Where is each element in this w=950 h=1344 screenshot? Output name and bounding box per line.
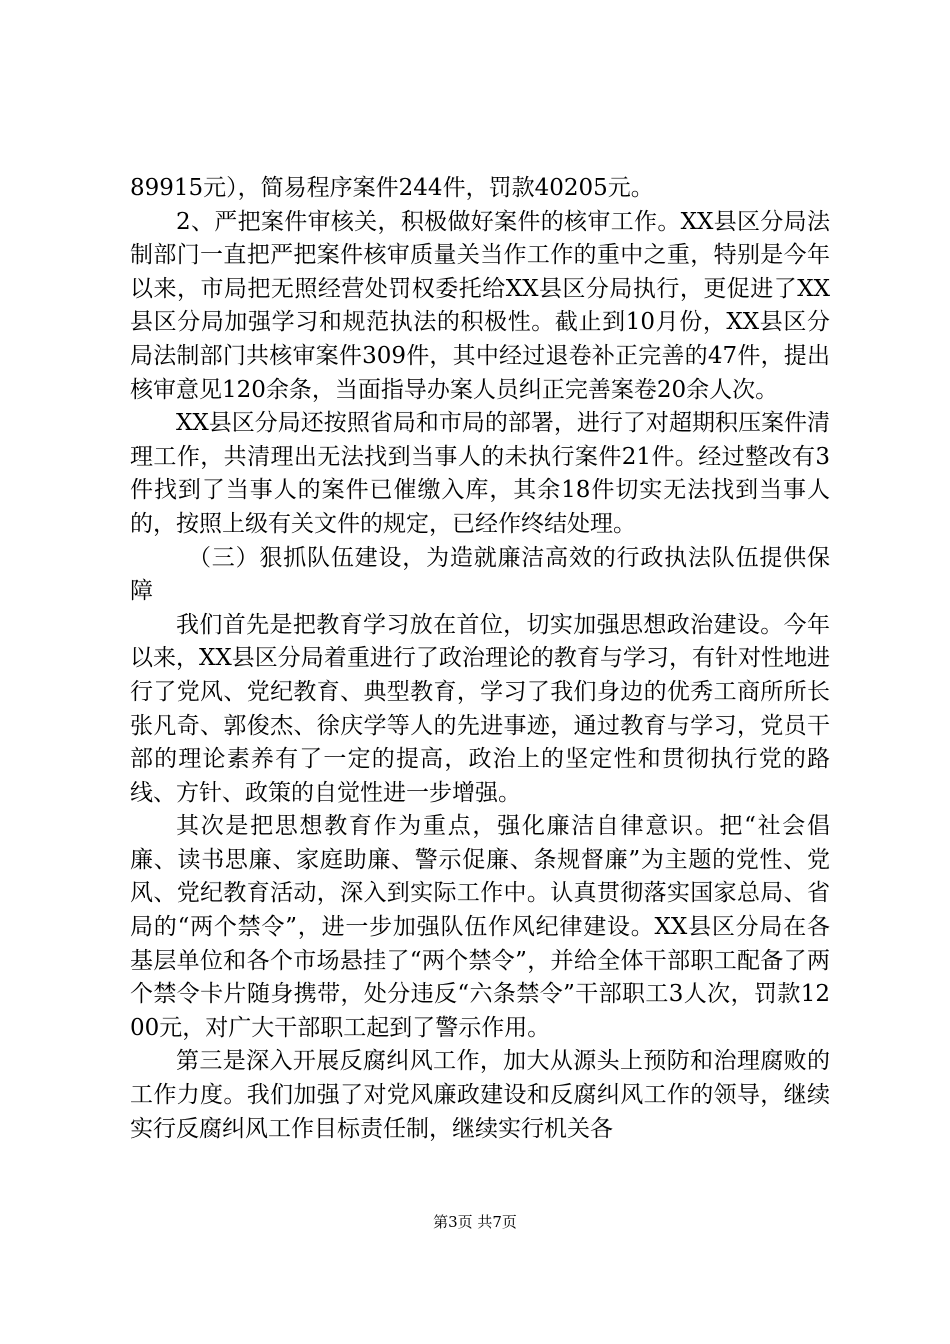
paragraph-education: 我们首先是把教育学习放在首位，切实加强思想政治建设。今年以来，XX县区分局着重进行了政治理论的教育与学习，有针对性地进行了党风、党纪教育、典型教育，学习了我们身边的优秀工商所所长张凡奇、郭俊杰、徐庆学等人的先进事迹，通过教育与学习，党员干部的理论素养有了一定的提高，政治上的坚定性和贯彻执行党的路线、方针、政策的自觉性进一步增强。 (130, 611, 830, 806)
paragraph-case-review: 2、严把案件审核关，积极做好案件的核审工作。XX县区分局法制部门一直把严把案件核审质量关当作工作的重中之重，特别是今年以来，市局把无照经营处罚权委托给XX县区分局执行，更促进了XX县区分局加强学习和规范执法的积极性。截止到10月份，XX县区分局法制部门共核审案件309件，其中经过退卷补正完善的47件，提出核审意见120余条，当面指导办案人员纠正完善案卷20余人次。 (130, 208, 830, 403)
document-body (130, 172, 830, 1146)
section-heading: （三）狠抓队伍建设，为造就廉洁高效的行政执法队伍提供保障 (130, 544, 830, 605)
paragraph-continuation: 89915元），简易程序案件244件，罚款40205元。 (130, 175, 654, 201)
paragraph-anti-corruption: 第三是深入开展反腐纠风工作，加大从源头上预防和治理腐败的工作力度。我们加强了对党风廉政建设和反腐纠风工作的领导，继续实行反腐纠风工作目标责任制，继续实行机关各 (130, 1048, 830, 1142)
paragraph-integrity: 其次是把思想教育作为重点，强化廉洁自律意识。把“社会倡廉、读书思廉、家庭助廉、警示促廉、条规督廉”为主题的党性、党风、党纪教育活动，深入到实际工作中。认真贯彻落实国家总局、省局的“两个禁令”，进一步加强队伍作风纪律建设。XX县区分局在各基层单位和各个市场悬挂了“两个禁令”，并给全体干部职工配备了两个禁令卡片随身携带，处分违反“六条禁令”干部职工3人次，罚款1200元，对广大干部职工起到了警示作用。 (130, 813, 830, 1041)
page-number-footer: 第3页 共7页 (433, 1213, 517, 1231)
paragraph-backlog-cleanup: XX县区分局还按照省局和市局的部署，进行了对超期积压案件清理工作，共清理出无法找到当事人的未执行案件21件。经过整改有3件找到了当事人的案件已催缴入库，其余18件切实无法找到当事人的，按照上级有关文件的规定，已经作终结处理。 (130, 410, 830, 537)
